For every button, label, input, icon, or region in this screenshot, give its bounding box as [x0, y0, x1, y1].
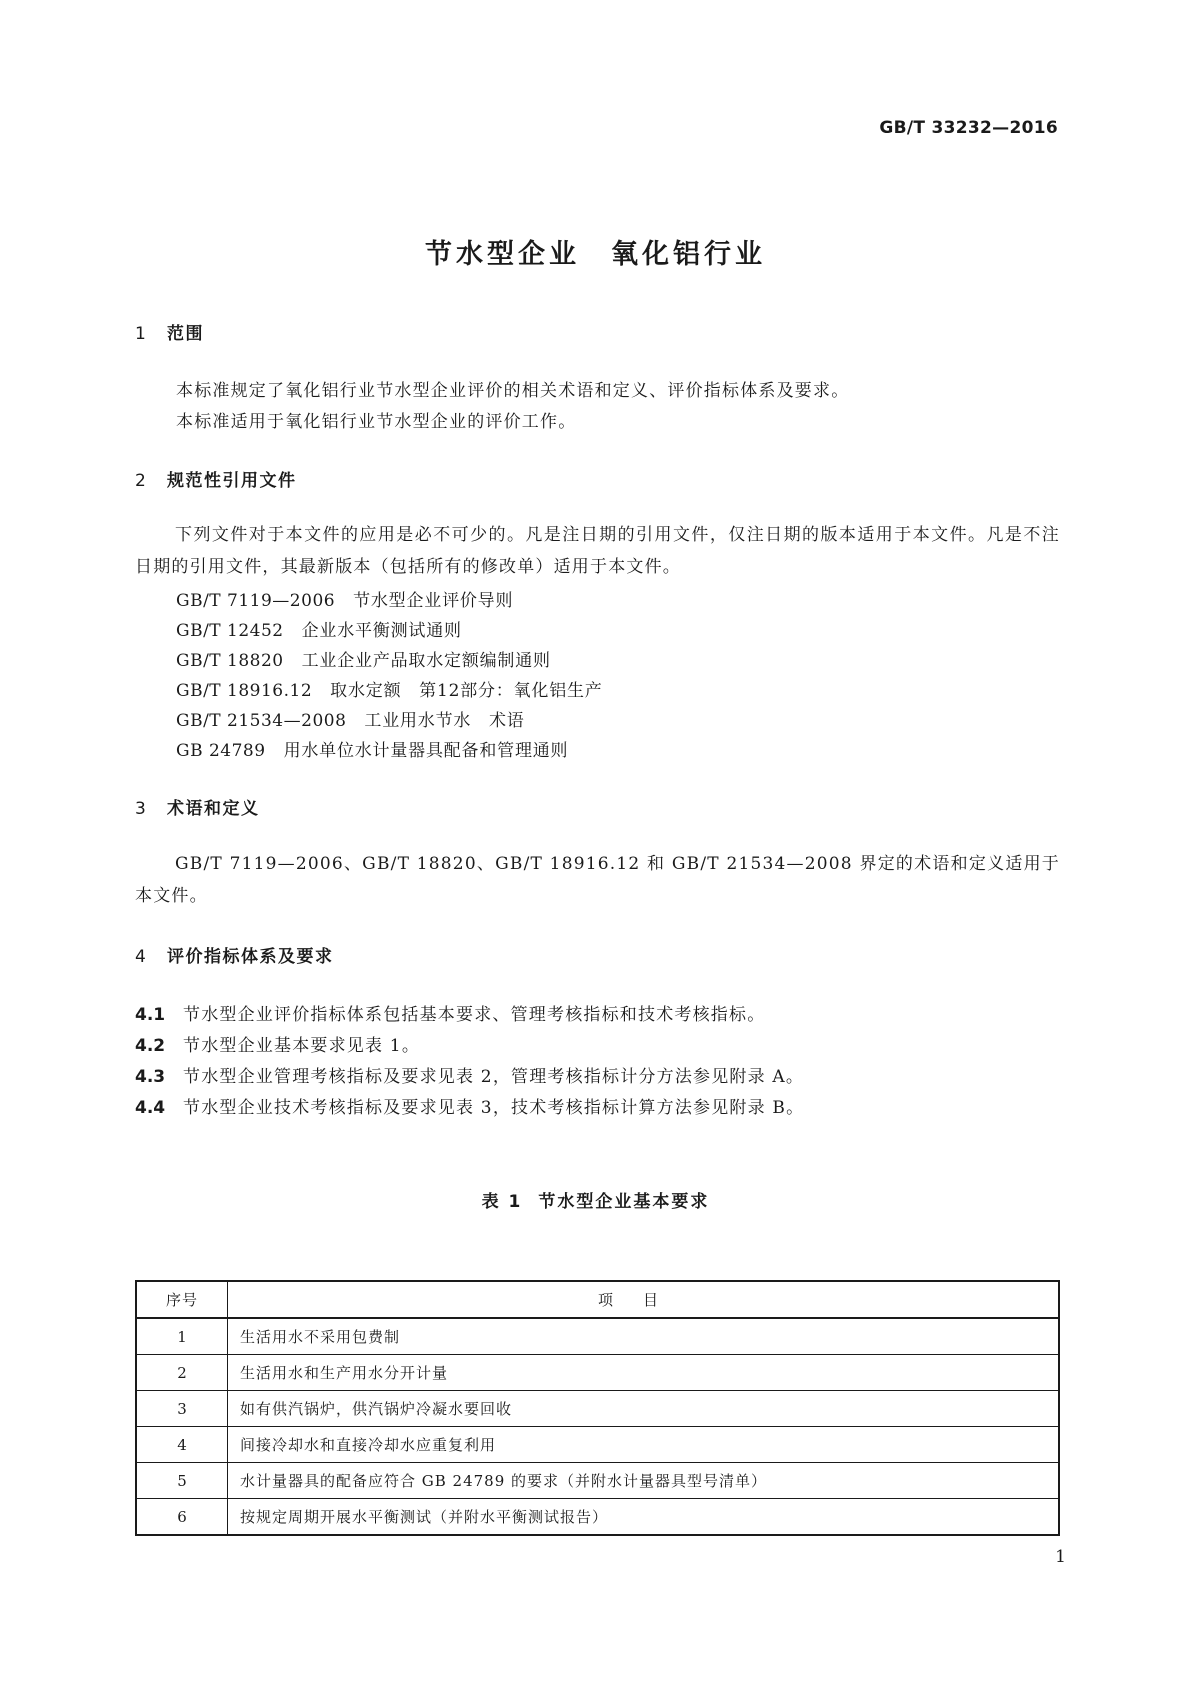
reference-item — [176, 646, 551, 671]
table-1-caption — [0, 1187, 1191, 1212]
section-number: 3 — [135, 799, 148, 819]
clause-4-1 — [135, 1000, 765, 1025]
paragraph: GB/T 7119—2006、GB/T 18820、GB/T 18916.12 和 GB/T 21534—2008 界定的术语和定义适用于本文件。 — [135, 854, 1060, 906]
basic-requirements-table — [135, 1280, 1060, 1536]
clause-4-2 — [135, 1031, 420, 1056]
clause-text: 节水型企业管理考核指标及要求见表 2，管理考核指标计分方法参见附录 A。 — [183, 1067, 805, 1087]
clause-4-3 — [135, 1062, 804, 1087]
table-row — [136, 1463, 1059, 1499]
reference-code: GB/T 18916.12 — [176, 681, 313, 701]
page-number: 1 — [1055, 1547, 1066, 1567]
table-row — [136, 1318, 1059, 1355]
row-no: 2 — [136, 1355, 228, 1391]
row-item: 如有供汽锅炉，供汽锅炉冷凝水要回收 — [228, 1391, 1060, 1427]
reference-code: GB/T 12452 — [176, 621, 284, 641]
section-title: 范围 — [167, 324, 204, 344]
reference-item — [176, 706, 525, 731]
table-header-row — [136, 1281, 1059, 1318]
row-item: 水计量器具的配备应符合 GB 24789 的要求（并附水计量器具型号清单） — [228, 1463, 1060, 1499]
reference-title: 用水单位水计量器具配备和管理通则 — [283, 741, 569, 761]
clause-text: 节水型企业技术考核指标及要求见表 3，技术考核指标计算方法参见附录 B。 — [183, 1098, 805, 1118]
section-number: 2 — [135, 471, 148, 491]
section-title: 评价指标体系及要求 — [167, 947, 334, 967]
row-no: 4 — [136, 1427, 228, 1463]
paragraph: 本标准规定了氧化铝行业节水型企业评价的相关术语和定义、评价指标体系及要求。 — [176, 381, 850, 401]
reference-code: GB/T 21534—2008 — [176, 711, 347, 731]
table-row — [136, 1355, 1059, 1391]
document-title: 节水型企业 氧化铝行业 — [425, 239, 766, 270]
clause-number: 4.1 — [135, 1005, 166, 1025]
section-3-heading — [135, 794, 260, 819]
section-title: 规范性引用文件 — [167, 471, 297, 491]
clause-number: 4.3 — [135, 1067, 166, 1087]
section-title: 术语和定义 — [167, 799, 260, 819]
row-no: 1 — [136, 1318, 228, 1355]
header-no: 序号 — [136, 1281, 228, 1318]
clause-4-4 — [135, 1093, 804, 1118]
row-item: 按规定周期开展水平衡测试（并附水平衡测试报告） — [228, 1499, 1060, 1536]
standard-code: GB/T 33232—2016 — [879, 118, 1058, 138]
reference-code: GB 24789 — [176, 741, 266, 761]
reference-title: 企业水平衡测试通则 — [301, 621, 462, 641]
table-row — [136, 1391, 1059, 1427]
reference-code: GB/T 7119—2006 — [176, 591, 336, 611]
clause-number: 4.2 — [135, 1036, 166, 1056]
table-title: 节水型企业基本要求 — [538, 1192, 710, 1212]
header-item: 项目 — [228, 1281, 1060, 1318]
reference-title: 工业用水节水 术语 — [364, 711, 525, 731]
section-number: 1 — [135, 324, 148, 344]
table-row — [136, 1499, 1059, 1536]
reference-title: 工业企业产品取水定额编制通则 — [301, 651, 551, 671]
row-item: 生活用水不采用包费制 — [228, 1318, 1060, 1355]
table-row — [136, 1427, 1059, 1463]
clause-text: 节水型企业评价指标体系包括基本要求、管理考核指标和技术考核指标。 — [183, 1005, 766, 1025]
row-item: 间接冷却水和直接冷却水应重复利用 — [228, 1427, 1060, 1463]
section-4-heading — [135, 942, 334, 967]
reference-title: 取水定额 第12部分：氧化铝生产 — [330, 681, 603, 701]
section-number: 4 — [135, 947, 148, 967]
row-no: 3 — [136, 1391, 228, 1427]
reference-item — [176, 736, 568, 761]
table-number: 表 1 — [481, 1192, 523, 1212]
section-2-heading — [135, 466, 297, 491]
section-1-heading — [135, 319, 204, 344]
row-item: 生活用水和生产用水分开计量 — [228, 1355, 1060, 1391]
row-no: 6 — [136, 1499, 228, 1536]
clause-number: 4.4 — [135, 1098, 166, 1118]
reference-item — [176, 586, 513, 611]
reference-item — [176, 616, 462, 641]
clause-text: 节水型企业基本要求见表 1。 — [183, 1036, 421, 1056]
reference-item — [176, 676, 603, 701]
paragraph: 下列文件对于本文件的应用是必不可少的。凡是注日期的引用文件，仅注日期的版本适用于本文件。凡是不注日期的引用文件，其最新版本（包括所有的修改单）适用于本文件。 — [135, 525, 1060, 577]
paragraph: 本标准适用于氧化铝行业节水型企业的评价工作。 — [176, 412, 577, 432]
row-no: 5 — [136, 1463, 228, 1499]
reference-code: GB/T 18820 — [176, 651, 284, 671]
reference-title: 节水型企业评价导则 — [353, 591, 514, 611]
